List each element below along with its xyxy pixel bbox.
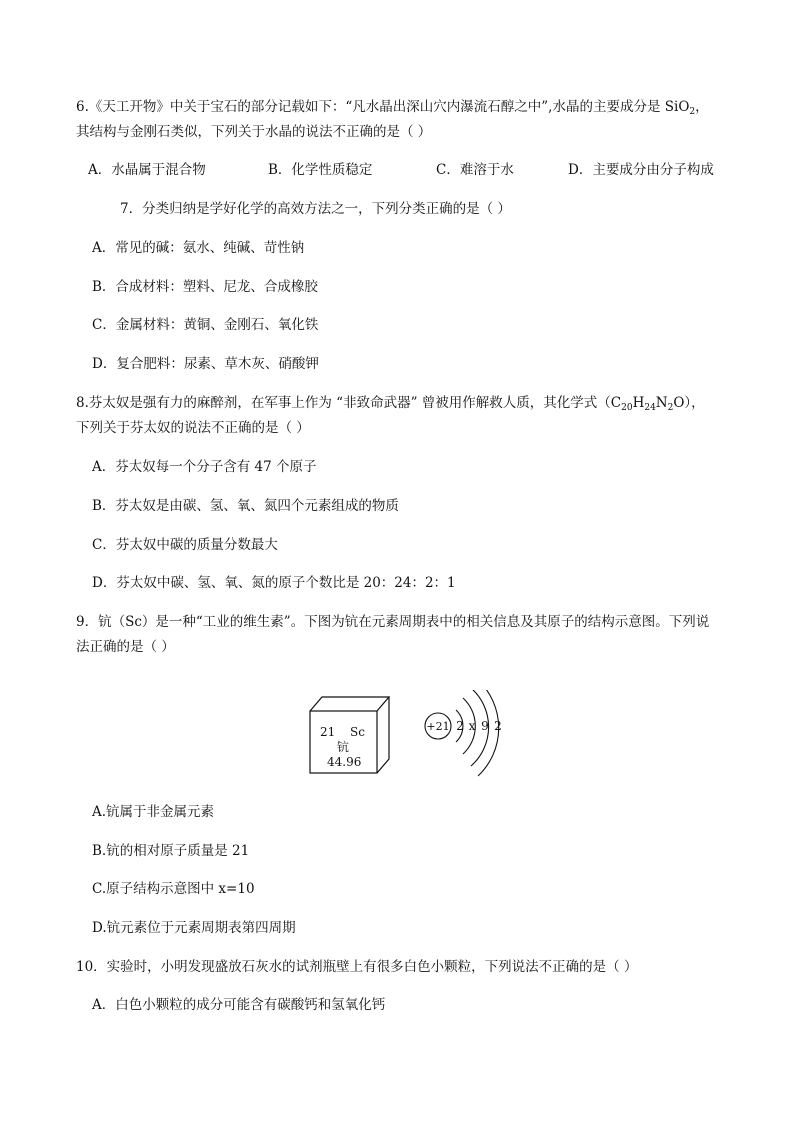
q7-stem: 7．分类归纳是学好化学的高效方法之一，下列分类正确的是（ ） [120,201,511,217]
element-name: 钪 [337,740,350,754]
q10-stem: 10．实验时，小明发现盛放石灰水的试剂瓶壁上有很多白色小颗粒，下列说法不正确的是（ ） [76,959,638,975]
q7-option-b[interactable]: B．合成材料：塑料、尼龙、合成橡胶 [92,279,318,295]
nucleus-charge: +21 [426,720,450,733]
q8-option-a[interactable]: A．芬太奴每一个分子含有 47 个原子 [92,459,317,475]
shell-4-electrons: 2 [494,719,502,733]
q9-option-b[interactable]: B.钪的相对原子质量是 21 [92,843,250,859]
q7-option-a[interactable]: A．常见的碱：氨水、纯碱、苛性钠 [92,240,305,256]
q9-stem-line1: 9．钪（Sc）是一种“工业的维生素”。下图为钪在元素周期表中的相关信息及其原子的结构示意图。下列说 [76,614,710,630]
q6-option-a[interactable]: A．水晶属于混合物 [88,162,206,178]
scandium-figure-svg [300,690,520,790]
q9-option-a[interactable]: A.钪属于非金属元素 [92,804,215,820]
q7-option-d[interactable]: D．复合肥料：尿素、草木灰、硝酸钾 [92,356,319,372]
shell-3-electrons: 9 [481,719,489,733]
scandium-figure [300,690,520,790]
cell-top-face [310,697,389,711]
q8-option-b[interactable]: B．芬太奴是由碳、氢、氧、氮四个元素组成的物质 [92,498,399,514]
q6-stem-line2: 其结构与金刚石类似，下列关于水晶的说法不正确的是（ ） [76,124,432,140]
atomic-mass: 44.96 [327,755,362,769]
atomic-number: 21 [320,725,336,739]
q9-option-c[interactable]: C.原子结构示意图中 x=10 [92,881,255,897]
q6-stem-line1: 6.《天工开物》中关于宝石的部分记载如下：“凡水晶出深山穴内瀑流石醇之中”,水晶的主要成分是 SiO$_2$， [76,99,709,117]
element-symbol: Sc [350,725,365,739]
shell-1-electrons: 2 [456,719,464,733]
q8-stem-line1: 8.芬太奴是强有力的麻醉剂，在军事上作为 “非致命武器” 曾被用作解救人质，其化学式$(C_{20}H_{24}N_2O)$， [76,395,705,413]
q6-option-c[interactable]: C．难溶于水 [436,162,514,178]
q6-option-b[interactable]: B．化学性质稳定 [268,162,373,178]
q8-stem-line2: 下列关于芬太奴的说法不正确的是（ ） [76,420,310,436]
q6-option-d[interactable]: D．主要成分由分子构成 [568,162,714,178]
q10-option-a[interactable]: A．白色小颗粒的成分可能含有碳酸钙和氢氧化钙 [92,997,386,1013]
q9-option-d[interactable]: D.钪元素位于元素周期表第四周期 [92,920,296,936]
q8-option-d[interactable]: D．芬太奴中碳、氢、氧、氮的原子个数比是 20：24：2：1 [92,575,456,591]
atomic-structure-diagram [425,690,502,776]
shell-2-electrons: x [468,719,476,733]
q9-stem-line2: 法正确的是（ ） [76,639,175,655]
q7-option-c[interactable]: C．金属材料：黄铜、金刚石、氧化铁 [92,317,319,333]
q8-option-c[interactable]: C．芬太奴中碳的质量分数最大 [92,537,278,553]
